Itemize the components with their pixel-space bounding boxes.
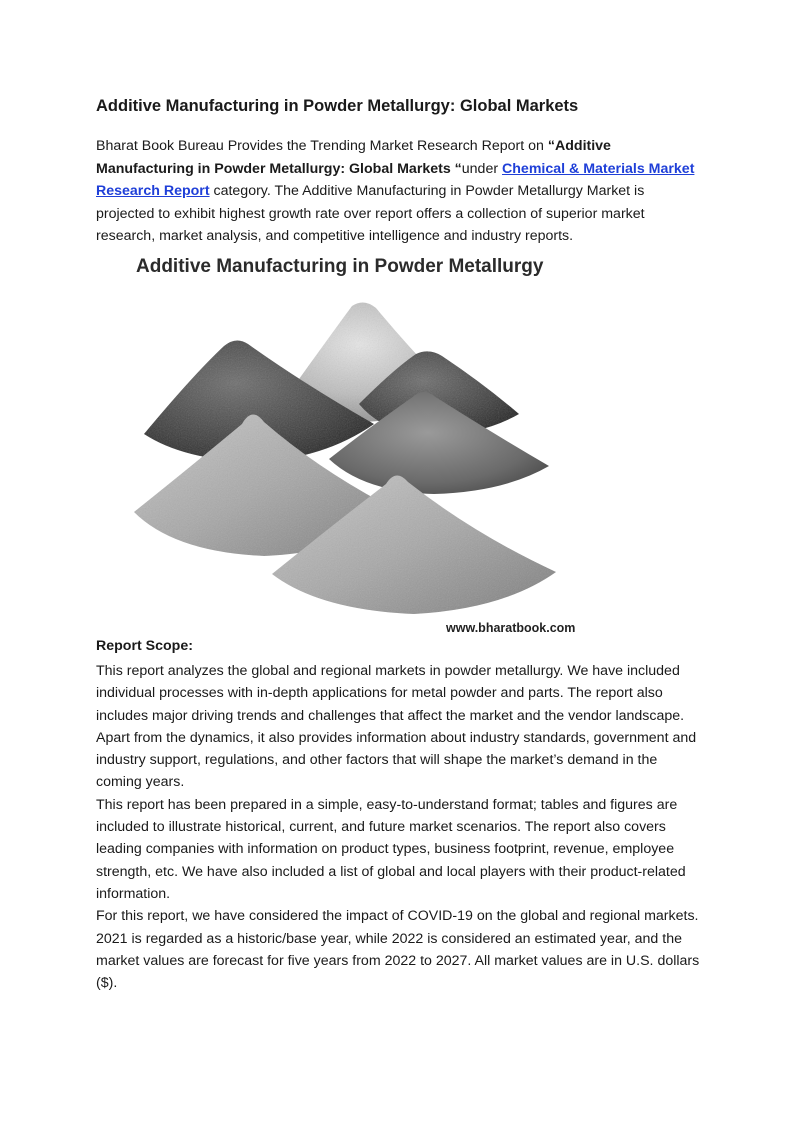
scope-paragraph: This report analyzes the global and regional markets in powder metallurgy. We have included individual processes with in-depth applications for metal powder and parts. The report also includes major driving trends and challenges that affect the market and the vendor landscape. Apart from the dynamics, it also provides information about industry standards, government and industry support, regulations, and other factors that will shape the market’s demand in the coming years. — [96, 663, 697, 791]
intro-paragraph — [96, 135, 706, 248]
intro-tail: category. The Additive Manufacturing in Powder Metallurgy Market is projected to exhibit highest growth rate over report offers a collection of superior market research, market analysis, and competitive intelligence and industry reports. — [96, 183, 645, 244]
intro-under: under — [461, 160, 503, 177]
scope-paragraph: This report has been prepared in a simple, easy-to-understand format; tables and figures are included to illustrate historical, current, and future market scenarios. The report also covers leading companies with information on product types, business footprint, revenue, employee strength, etc. We have also included a list of global and local players with their product-related information. — [96, 796, 686, 902]
scope-paragraph: For this report, we have considered the impact of COVID-19 on the global and regional markets. 2021 is regarded as a historic/base year, while 2022 is considered an estimated year, and the market values are forecast for five years from 2022 to 2027. All market values are in U.S. dollars ($). — [96, 908, 700, 992]
report-scope-body — [96, 660, 706, 994]
figure-heading: Additive Manufacturing in Powder Metallurgy — [136, 256, 544, 277]
powder-piles-image — [124, 284, 604, 624]
intro-lead: Bharat Book Bureau Provides the Trending Market Research Report on — [96, 138, 548, 154]
report-name: “Additive Manufacturing in Powder Metallurgy: Global Markets “ — [96, 138, 611, 177]
category-link[interactable]: Chemical & Materials Market Research Report — [96, 160, 695, 199]
figure-website: www.bharatbook.com — [446, 621, 576, 635]
page-title: Additive Manufacturing in Powder Metallurgy: Global Markets — [96, 97, 579, 115]
powder-figure — [124, 254, 604, 639]
report-scope-heading: Report Scope: — [96, 638, 193, 654]
